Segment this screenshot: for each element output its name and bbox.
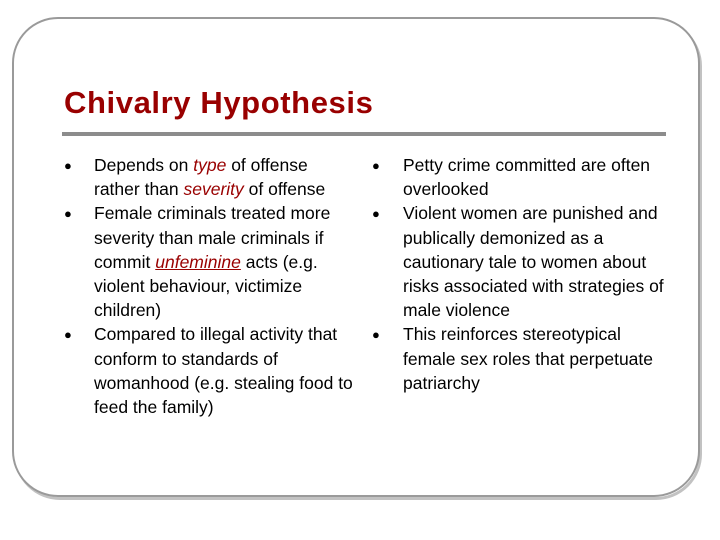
slide-title: Chivalry Hypothesis <box>64 85 374 120</box>
title-divider <box>62 132 666 136</box>
bullet-text-segment: Depends on <box>94 155 194 175</box>
bullet-icon: ● <box>64 327 72 343</box>
right-bullet-list <box>372 153 672 395</box>
bullet-item <box>372 322 672 395</box>
emphasis-type: type <box>193 155 227 175</box>
bullet-item <box>372 153 672 201</box>
bullet-item <box>64 153 354 201</box>
bullet-item <box>64 201 354 322</box>
bullet-icon: ● <box>64 206 72 222</box>
emphasis-severity: severity <box>183 179 244 200</box>
bullet-text: Petty crime committed are often overlooked <box>403 155 651 200</box>
emphasis-unfeminine: unfeminine <box>155 251 241 272</box>
left-bullet-list <box>64 153 354 419</box>
bullet-icon: ● <box>372 206 380 222</box>
bullet-item <box>372 201 672 322</box>
bullet-text-segment: of offense rather than <box>94 155 308 200</box>
bullet-text-segment: of offense <box>243 179 326 200</box>
bullet-item <box>64 322 354 419</box>
bullet-text: Compared to illegal activity that conform to standards of womanhood (e.g. stealing food to feed the family) <box>94 324 353 418</box>
bullet-text-segment: acts (e.g. violent behaviour, victimize children) <box>94 251 318 321</box>
bullet-text-segment: Female criminals treated more severity than male criminals if commit <box>94 203 331 272</box>
bullet-icon: ● <box>372 327 380 343</box>
bullet-text: This reinforces stereotypical female sex roles that perpetuate patriarchy <box>403 324 654 393</box>
bullet-text: Violent women are punished and publically demonized as a cautionary tale to women about risks associated with strategies of male violence <box>403 203 664 321</box>
bullet-icon: ● <box>64 158 72 173</box>
bullet-icon: ● <box>372 158 380 173</box>
